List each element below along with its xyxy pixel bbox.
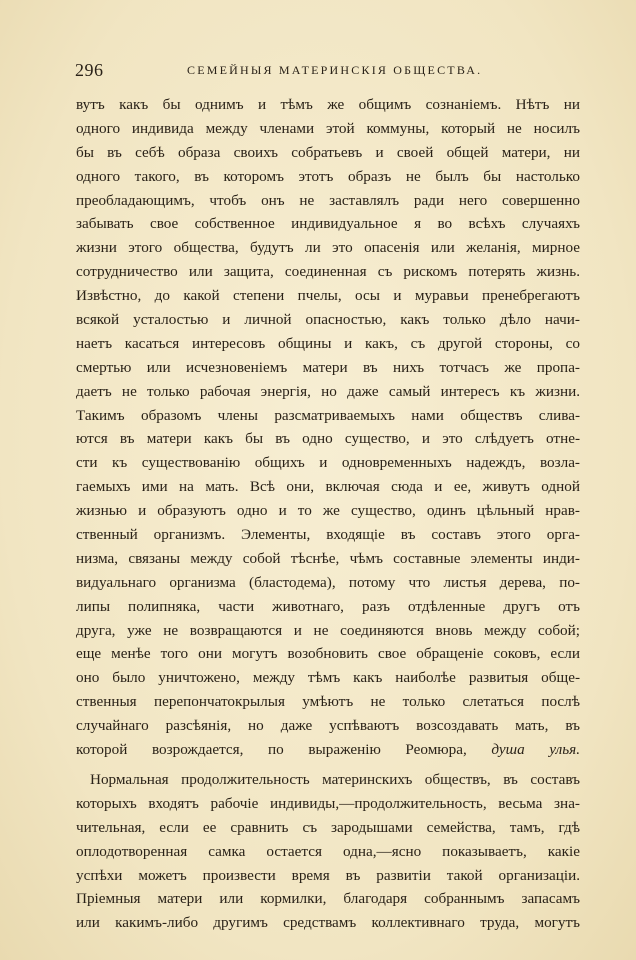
text-line: видуальнаго организма (бластодема), потому что листья дерева, по-: [76, 573, 580, 591]
text-line: еще менѣе того они могутъ возобновить свое обращеніе соковъ, если: [76, 645, 580, 663]
paragraph-1: [76, 93, 580, 762]
text-line: всякой усталостью и личной опасностью, какъ только дѣло начи-: [76, 311, 580, 329]
text-line: ются въ матери какъ бы въ одно существо, и это слѣдуетъ отне-: [76, 430, 580, 448]
page-number: 296: [75, 60, 104, 80]
text-line: Нормальная продолжительность материнскихъ обществъ, въ составъ: [90, 770, 580, 788]
text-line: оно было уничтожено, между тѣмъ какъ наиболѣе развитыя обще-: [76, 669, 580, 687]
text-line: которыхъ входятъ рабочіе индивиды,—продолжительность, весьма зна-: [76, 794, 580, 812]
text-line: сотрудничество или защита, соединенная съ рискомъ потерять жизнь.: [76, 263, 580, 281]
text-line: Пріемныя матери или кормилки, благодаря собраннымъ запасамъ: [76, 890, 580, 908]
paragraph-2: [76, 768, 580, 935]
text-line: чительная, если ее сравнить съ зародышами семейства, тамъ, гдѣ: [76, 818, 580, 836]
text-line: преобладающимъ, чтобъ онъ не заставлялъ ради него совершенно: [76, 191, 580, 209]
text-line: успѣхи можетъ произвести время въ развитіи такой организаціи.: [76, 866, 580, 884]
text-line: ственныя перепончатокрылыя умѣютъ не только слетаться послѣ: [76, 693, 580, 711]
text-line: ственный организмъ. Элементы, входящіе въ составъ этого орга-: [76, 526, 580, 544]
text-line: друга, уже не возвращаются и не соединяются вновь между собой;: [76, 621, 580, 639]
text-line: вутъ какъ бы однимъ и тѣмъ же общимъ сознаніемъ. Нѣтъ ни: [76, 96, 580, 113]
text-line: смертью или исчезновеніемъ матери въ нихъ тотчасъ же пропа-: [76, 358, 580, 376]
text-line: случайнаго разсѣянія, но даже успѣваютъ возсоздавать мать, въ: [76, 717, 580, 735]
text-fragment: которой возрождается, по выраженію Реомюра,: [76, 741, 467, 759]
text-line: бы въ себѣ образа своихъ собратьевъ и своей общей матери, ни: [76, 143, 580, 161]
text-line: Такимъ образомъ члены разсматриваемыхъ нами обществъ слива-: [76, 406, 580, 424]
text-line: сти къ существованію общихъ и одновременныхъ надеждъ, возла-: [76, 454, 580, 472]
running-title: СЕМЕЙНЫЯ МАТЕРИНСКІЯ ОБЩЕСТВА.: [187, 63, 483, 77]
text-line: наетъ касаться интересовъ общины и какъ, съ другой стороны, со: [76, 334, 580, 352]
text-line: низма, связаны между собой тѣснѣе, чѣмъ составные элементы инди-: [76, 549, 580, 567]
text-line: жизнью и образуютъ одно и то же существо, одинъ цѣльный нрав-: [76, 502, 580, 520]
italic-quote: душа улья.: [491, 741, 581, 759]
text-line: одного индивида между членами этой коммуны, который не носилъ: [76, 119, 580, 137]
body-text: [76, 93, 580, 935]
text-line: Извѣстно, до какой степени пчелы, осы и муравьи пренебрегаютъ: [76, 287, 580, 305]
text-line: оплодотворенная самка остается одна,—ясно показываетъ, какіе: [76, 842, 580, 860]
text-line: жизни этого общества, будутъ ли это опасенія или желанія, мирное: [76, 239, 580, 257]
text-line-final: [76, 738, 580, 762]
text-line: или какимъ-либо другимъ средствамъ коллективнаго труда, могутъ: [76, 914, 580, 932]
text-line: даетъ не только рабочая энергія, но даже самый интересъ къ жизни.: [76, 382, 580, 400]
text-line: забывать свое собственное индивидуальное я во всѣхъ случаяхъ: [76, 215, 580, 233]
text-line: одного такого, въ которомъ этотъ образъ не былъ бы настолько: [76, 167, 580, 185]
text-line: липы полипняка, части животнаго, разъ отдѣленные другъ отъ: [76, 597, 580, 615]
page-header: [75, 60, 585, 82]
text-line: гаемыхъ ими на мать. Всѣ они, включая сюда и ее, живутъ одной: [76, 478, 580, 496]
